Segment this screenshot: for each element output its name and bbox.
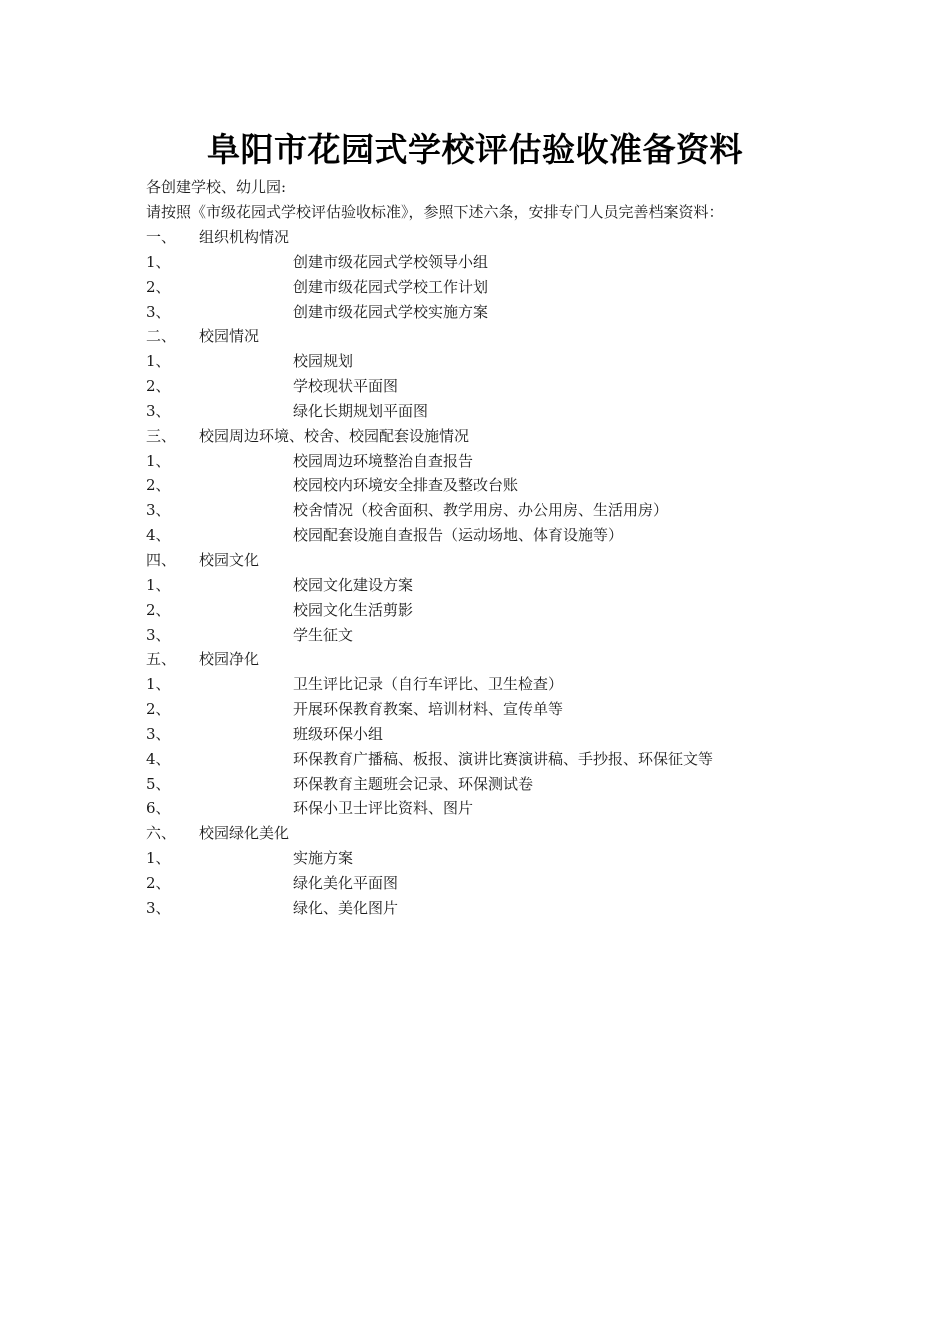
document-title: 阜阳市花园式学校评估验收准备资料 xyxy=(207,130,743,169)
section-number: 五、 xyxy=(146,650,177,669)
item-text: 绿化美化平面图 xyxy=(293,873,399,892)
section-heading xyxy=(146,424,846,449)
list-item xyxy=(146,349,846,374)
list-item xyxy=(146,250,846,275)
item-text: 创建市级花园式学校领导小组 xyxy=(293,252,489,271)
item-text: 实施方案 xyxy=(293,849,354,868)
section-heading xyxy=(146,548,846,573)
section-number: 二、 xyxy=(146,327,177,346)
section-title: 校园周边环境、校舍、校园配套设施情况 xyxy=(199,426,470,445)
greeting-line: 各创建学校、幼儿园: xyxy=(146,178,287,196)
item-text: 校园周边环境整治自查报告 xyxy=(293,451,474,470)
section-heading xyxy=(146,647,846,672)
item-number: 5、 xyxy=(146,774,171,793)
item-text: 校园规划 xyxy=(293,352,354,371)
list-item xyxy=(146,796,846,821)
item-number: 2、 xyxy=(146,873,171,892)
section-title: 组织机构情况 xyxy=(199,228,290,246)
section-number: 三、 xyxy=(146,426,177,445)
item-text: 校舍情况（校舍面积、教学用房、办公用房、生活用房） xyxy=(293,501,669,520)
item-text: 环保教育主题班会记录、环保测试卷 xyxy=(293,774,534,793)
item-number: 3、 xyxy=(146,302,171,321)
list-item xyxy=(146,300,846,325)
item-number: 1、 xyxy=(146,352,171,371)
item-text: 校园文化建设方案 xyxy=(293,575,414,594)
instruction-line: 请按照《市级花园式学校评估验收标准》，参照下述六条，安排专门人员完善档案资料： xyxy=(146,203,724,221)
section-title: 校园情况 xyxy=(199,327,260,346)
section-heading xyxy=(146,225,846,250)
item-text: 绿化长期规划平面图 xyxy=(293,401,429,420)
item-text: 校园校内环境安全排查及整改台账 xyxy=(293,476,519,495)
item-number: 2、 xyxy=(146,476,171,495)
item-number: 2、 xyxy=(146,600,171,619)
list-item xyxy=(146,871,846,896)
list-item xyxy=(146,846,846,871)
list-item xyxy=(146,623,846,648)
item-text: 学生征文 xyxy=(293,625,354,644)
list-item xyxy=(146,747,846,772)
item-number: 1、 xyxy=(146,849,171,868)
item-text: 绿化、美化图片 xyxy=(293,898,399,917)
section-number: 六、 xyxy=(146,824,177,843)
list-item xyxy=(146,573,846,598)
item-text: 开展环保教育教案、培训材料、宣传单等 xyxy=(293,700,564,719)
item-text: 卫生评比记录（自行车评比、卫生检查） xyxy=(293,675,564,694)
item-number: 3、 xyxy=(146,724,171,743)
item-text: 创建市级花园式学校实施方案 xyxy=(293,302,489,321)
item-number: 1、 xyxy=(146,252,171,271)
item-number: 3、 xyxy=(146,501,171,520)
section-number: 四、 xyxy=(146,550,177,569)
list-item xyxy=(146,498,846,523)
item-number: 1、 xyxy=(146,675,171,694)
item-number: 1、 xyxy=(146,575,171,594)
section-heading xyxy=(146,821,846,846)
section-title: 校园绿化美化 xyxy=(199,824,290,843)
list-item xyxy=(146,374,846,399)
item-number: 3、 xyxy=(146,625,171,644)
list-item xyxy=(146,449,846,474)
item-text: 班级环保小组 xyxy=(293,724,384,743)
item-number: 6、 xyxy=(146,799,171,818)
item-number: 2、 xyxy=(146,277,171,296)
list-item xyxy=(146,598,846,623)
section-heading xyxy=(146,324,846,349)
item-text: 创建市级花园式学校工作计划 xyxy=(293,277,489,296)
item-number: 3、 xyxy=(146,401,171,420)
section-number: 一、 xyxy=(146,228,177,246)
item-number: 1、 xyxy=(146,451,171,470)
list-item xyxy=(146,697,846,722)
list-item xyxy=(146,523,846,548)
item-number: 4、 xyxy=(146,749,171,768)
item-number: 2、 xyxy=(146,700,171,719)
item-number: 4、 xyxy=(146,526,171,545)
section-title: 校园文化 xyxy=(199,550,260,569)
requirements-outline xyxy=(146,225,846,921)
list-item xyxy=(146,722,846,747)
item-number: 2、 xyxy=(146,377,171,396)
item-text: 校园配套设施自查报告（运动场地、体育设施等） xyxy=(293,526,624,545)
item-text: 校园文化生活剪影 xyxy=(293,600,414,619)
item-text: 环保小卫士评比资料、图片 xyxy=(293,799,474,818)
list-item xyxy=(146,275,846,300)
list-item xyxy=(146,473,846,498)
item-text: 环保教育广播稿、板报、演讲比赛演讲稿、手抄报、环保征文等 xyxy=(293,749,714,768)
list-item xyxy=(146,772,846,797)
list-item xyxy=(146,399,846,424)
item-text: 学校现状平面图 xyxy=(293,377,399,396)
item-number: 3、 xyxy=(146,898,171,917)
section-title: 校园净化 xyxy=(199,650,260,669)
list-item xyxy=(146,896,846,921)
list-item xyxy=(146,672,846,697)
